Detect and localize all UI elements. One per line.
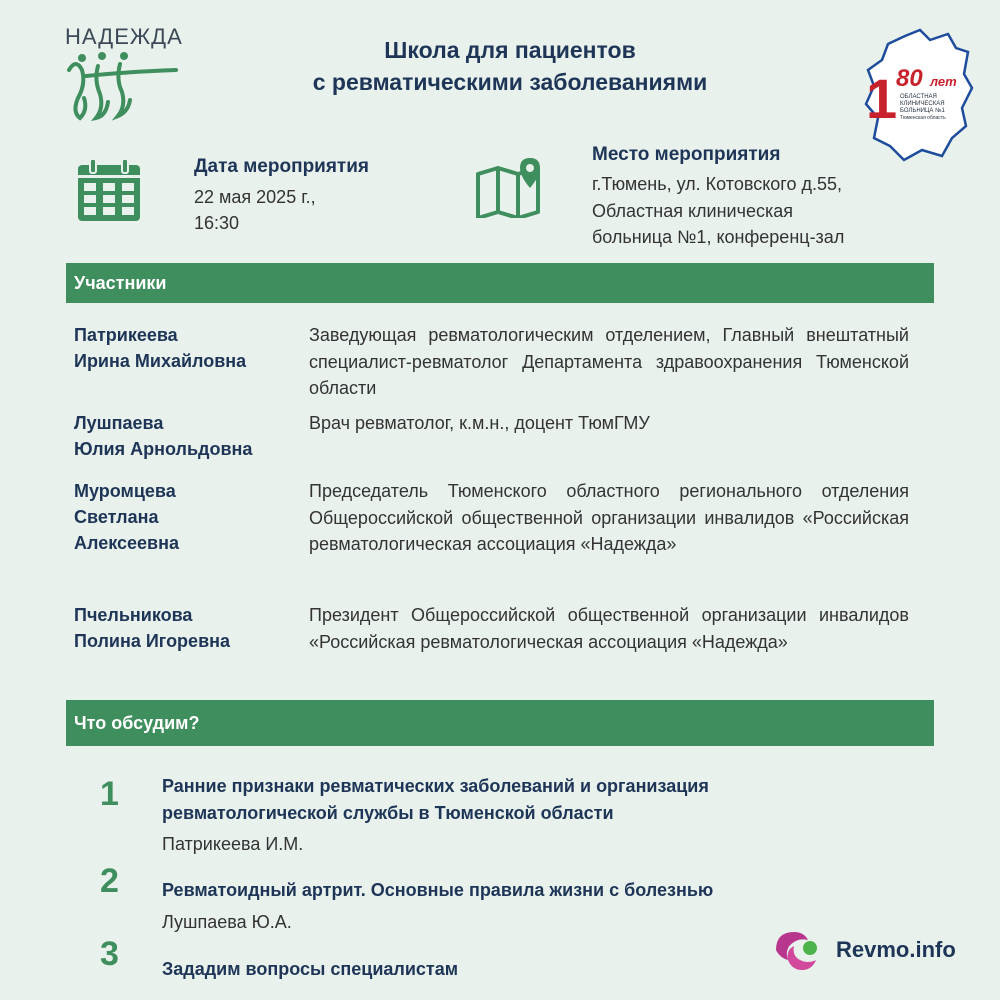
badge-years-suffix: лет	[930, 74, 957, 89]
organization-logo-text: НАДЕЖДА	[65, 24, 183, 49]
badge-line-1: ОБЛАСТНАЯ	[900, 94, 937, 100]
date-value: 22 мая 2025 г., 16:30	[194, 187, 316, 233]
participant-name: Пчельникова Полина Игоревна	[74, 605, 231, 651]
participant-name: Патрикеева Ирина Михайловна	[74, 325, 247, 371]
date-label: Дата мероприятия	[194, 156, 370, 177]
participant-name: Лушпаева Юлия Арнольдовна	[74, 413, 253, 459]
topic-number: 3	[100, 935, 119, 973]
title-line-1: Школа для пациентов	[384, 37, 636, 63]
map-pin-icon	[474, 156, 550, 218]
participant-role: Врач ревматолог, к.м.н., доцент ТюмГМУ	[309, 413, 650, 433]
topic-number: 1	[100, 775, 119, 813]
topic-title: Зададим вопросы специалистам	[162, 959, 459, 979]
badge-years: 80	[896, 65, 923, 92]
participant-role: Председатель Тюменского областного регионального отделения Общероссийской общественной организации инвалидов «Российская ревматологическая ассоциация «Надежда»	[309, 481, 909, 554]
page-title	[260, 34, 760, 98]
topic-title: Ревматоидный артрит. Основные правила жизни с болезнью	[162, 880, 714, 900]
revmo-brand: Revmo.info	[836, 937, 956, 962]
place-label: Место мероприятия	[592, 144, 781, 165]
topic-number: 2	[100, 862, 119, 900]
participant-role: Президент Общероссийской общественной организации инвалидов «Российская ревматологическая ассоциация «Надежда»	[309, 605, 909, 652]
hospital-anniversary-badge	[860, 26, 975, 166]
revmo-logo-icon	[770, 926, 822, 974]
participant-name: Муромцева Светлана Алексеевна	[74, 481, 179, 553]
badge-line-2: КЛИНИЧЕСКАЯ	[900, 101, 945, 107]
participant-role: Заведующая ревматологическим отделением, Главный внештатный специалист-ревматолог Департамента здравоохранения Тюменской области	[309, 325, 909, 398]
participants-heading: Участники	[66, 263, 934, 303]
place-value: г.Тюмень, ул. Котовского д.55, Областная клиническая больница №1, конференц-зал	[592, 174, 845, 247]
badge-line-3: БОЛЬНИЦА №1	[900, 108, 945, 114]
badge-line-4: Тюменская область	[900, 115, 946, 121]
topic-speaker: Лушпаева Ю.А.	[162, 912, 292, 932]
topics-heading: Что обсудим?	[66, 700, 934, 746]
topic-title: Ранние признаки ревматических заболеваний и организация ревматологической службы в Тюменской области	[162, 776, 709, 823]
title-line-2: с ревматическими заболеваниями	[312, 69, 708, 95]
nadezhda-logo-icon	[64, 50, 184, 125]
calendar-icon	[76, 157, 142, 223]
topic-speaker: Патрикеева И.М.	[162, 834, 304, 854]
badge-digit-one: 1	[866, 67, 898, 130]
